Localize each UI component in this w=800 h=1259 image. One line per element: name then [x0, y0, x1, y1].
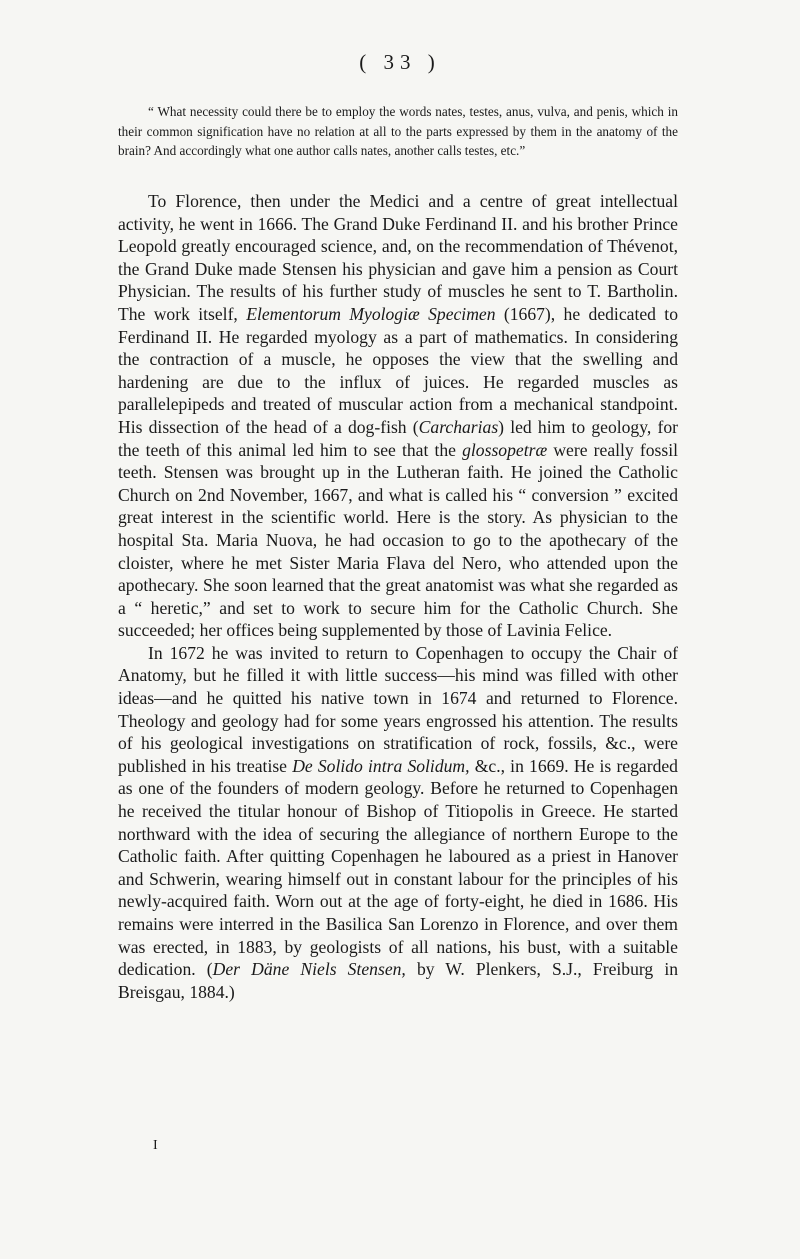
- term-glossopetrae: glossopetræ: [462, 439, 548, 460]
- main-text: [118, 190, 678, 1003]
- para1-text-a: To Florence, then under the Medici and a centre of great intellectual activity, he went in 1666. The Grand Duke Ferdinand II. and his brother Prince Leopold greatly encouraged science, and, on the recommendation of Thévenot, the Grand Duke made Stensen his physician and gave him a pension as Court Physician. The results of his further study of muscles he sent to T. Bartholin. The work itself,: [118, 191, 678, 324]
- page-number: ( 33 ): [359, 50, 441, 74]
- signature-mark: I: [153, 1138, 158, 1153]
- para2-text-c: by W. Plenkers, S.J., Freiburg in Breisgau, 1884.): [118, 959, 679, 1002]
- para1-text-b: (1667), he dedicated to Ferdinand II. He regarded myology as a part of mathematics. In considering the contraction of a muscle, he opposes the view that the swelling and hardening are due to the influx of juices. He regarded muscles as parallelepipeds and treated of muscular action from a mechanical standpoint. His dissection of the head of a dog-fish (: [118, 303, 678, 437]
- quote-text: “ What necessity could there be to employ the words nates, testes, anus, vulva, and penis, which in their common signification have no relation at all to the parts expressed by them in the anatomy of the brain? And accordingly what one author calls nates, another calls testes, etc.”: [118, 104, 678, 158]
- block-quote: [118, 102, 678, 161]
- para2-text-a: In 1672 he was invited to return to Copenhagen to occupy the Chair of Anatomy, but he filled it with little success—his mind was filled with other ideas—and he quitted his native town in 1674 and returned to Florence. Theology and geology had for some years engrossed his attention. The results of his geological investigations on stratification of rock, fossils, &c., were published in his treatise: [118, 642, 678, 776]
- paragraph-2: [118, 642, 678, 1004]
- para2-text-b: &c., in 1669. He is regarded as one of the founders of modern geology. Before he returned to Copenhagen he received the titular honour of Bishop of Titiopolis in Greece. He started northward with the idea of securing the allegiance of northern Europe to the Catholic faith. After quitting Copenhagen he laboured as a priest in Hanover and Schwerin, wearing himself out in constant labour for the principles of his newly-acquired faith. Worn out at the age of forty-eight, he died in 1686. His remains were interred in the Basilica San Lorenzo in Florence, and over them was erected, in 1883, by geologists of all nations, his bust, with a suitable dedication. (: [118, 755, 678, 980]
- para1-text-d: were really fossil teeth. Stensen was brought up in the Lutheran faith. He joined the Catholic Church on 2nd November, 1667, and what is called his “ conversion ” excited great interest in the scientific world. Here is the story. As physician to the hospital Sta. Maria Nuova, he had occasion to go to the apothecary of the cloister, where he met Sister Maria Flava del Nero, who attended upon the apothecary. She soon learned that the great anatomist was what she regarded as a “ heretic,” and set to work to secure him for the Catholic Church. She succeeded; her offices being supplemented by those of Lavinia Felice.: [118, 439, 678, 641]
- paragraph-1: [118, 190, 678, 642]
- work-title-der-daene: Der Däne Niels Stensen,: [212, 959, 406, 980]
- work-title-myologiae: Elementorum Myologiæ Specimen: [246, 303, 496, 324]
- work-title-de-solido: De Solido intra Solidum,: [292, 755, 470, 776]
- para1-text-c: ) led him to geology, for the teeth of this animal led him to see that the: [118, 416, 678, 460]
- genus-carcharias: Carcharias: [418, 416, 499, 437]
